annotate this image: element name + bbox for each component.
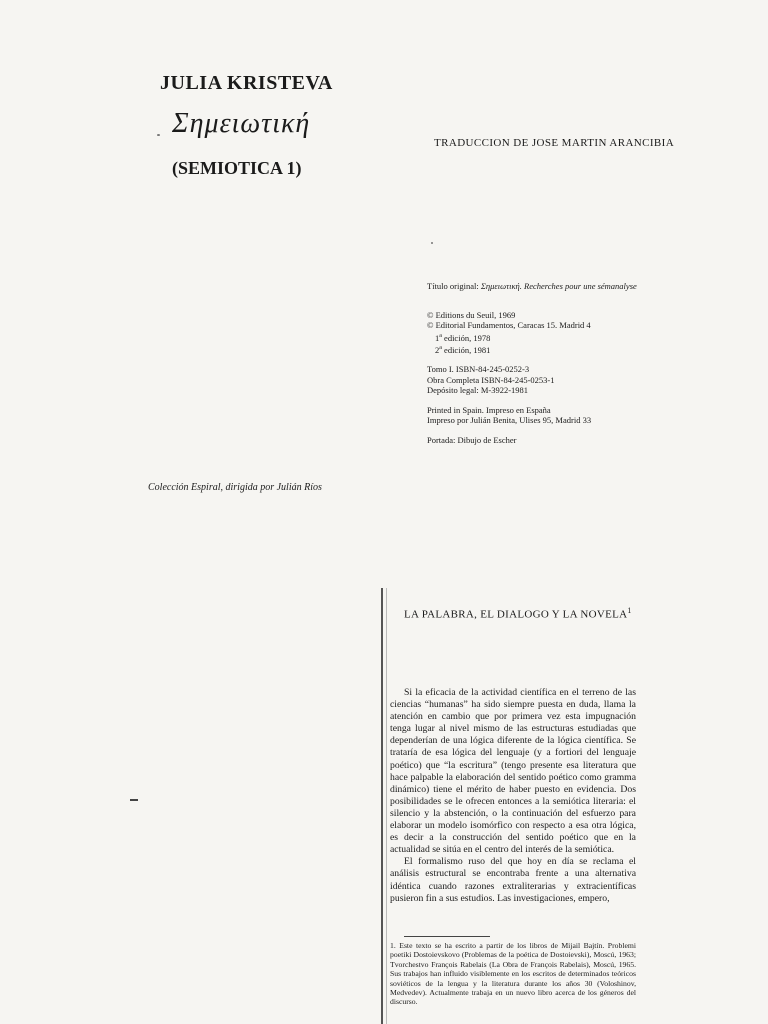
isbn-obra: Obra Completa ISBN-84-245-0253-1 (427, 374, 555, 385)
paragraph: El formalismo ruso del que hoy en día se reclama el análisis estructural se encontraba frente a una alternativa idéntica cuando razones extraliterarias y extracientíficas pusieron fin a sus estudios. Las investigaciones, empero, (390, 856, 636, 904)
printer: Impreso por Julián Benita, Ulises 95, Madrid 33 (427, 415, 592, 426)
book-subtitle: (SEMIOTICA 1) (172, 158, 302, 178)
speck (157, 134, 160, 136)
paragraph: Si la eficacia de la actividad científica en el terreno de las ciencias “humanas” ha sido siempre puesta en duda, llama la atención en cambio que por primera vez esta impugnación tenga lugar al nivel mismo de las estructuras estudiadas que dependerían de una lógica diferente de la lógica científica. Se trataría de esa lógica del lenguaje (y a fortiori del lenguaje poético) que “la escritura” (tengo presente esa literatura que hace palpable la elaboración del sentido poético como gramma dinámico) tiene el mérito de haber puesto en evidencia. Dos posibilidades se le ofrecen entonces a la semiótica literaria: el silencio y la abstención, o la continuación del esfuerzo para elaborar un modelo isomórfico con respecto a esa otra lógica, es decir a la construcción del sentido poético que en la actualidad se sitúa en el centro del interés de la semiótica. (390, 687, 636, 856)
speck (431, 242, 433, 244)
author-name: JULIA KRISTEVA (160, 72, 333, 94)
chapter-body (390, 687, 636, 905)
original-title: Σημειωτική. Recherches pour une sémanalyse (480, 281, 637, 291)
copyright-block (427, 310, 727, 356)
isbn-block (427, 364, 727, 396)
original-title-label: Título original: (427, 281, 481, 291)
page-gutter-shadow (386, 588, 387, 1024)
bibliographic-credits (427, 281, 727, 454)
copyright-fundamentos: © Editorial Fundamentos, Caracas 15. Madrid 4 (427, 320, 591, 330)
footnote: 1. Este texto se ha escrito a partir de los libros de Mijail Bajtín. Problemi poetiki Dostoievskovo (Problemas de la poética de Dostoievski), Moscú, 1963; Tvorchestvo François Rabelais (La Obra de François Rabelais), Moscú, 1965. Sus trabajos han influido visiblemente en los escritos de determinados teóricos soviéticos de la lengua y la literatura durante los años 30 (Voloshinov, Medvedev). Actualmente trabaja en un nuevo libro acerca de los géneros del discurso. (390, 941, 636, 1007)
translation-credit: TRADUCCION DE JOSE MARTIN ARANCIBIA (434, 137, 675, 149)
copyright-seuil: © Editions du Seuil, 1969 (427, 309, 516, 320)
page-gutter-line (381, 588, 383, 1024)
first-edition: 1$^a$ edición, 1978 (435, 332, 491, 343)
chapter-title: LA PALABRA, EL DIALOGO Y LA NOVELA$^1$ (404, 606, 632, 621)
footnote-ref: 1 (627, 606, 632, 615)
second-edition: 2$^a$ edición, 1981 (435, 344, 491, 355)
cover-credit: Portada: Dibujo de Escher (427, 434, 517, 445)
collection-credit: Colección Espiral, dirigida por Julián Ríos (148, 482, 322, 493)
printer-block (427, 405, 727, 426)
greek-title: Σημειωτική (172, 108, 311, 139)
original-title-line (427, 281, 727, 292)
speck (130, 799, 138, 801)
isbn-tomo: Tomo I. ISBN-84-245-0252-3 (427, 364, 530, 375)
printed-in: Printed in Spain. Impreso en España (427, 404, 551, 415)
legal-deposit: Depósito legal: M-3922-1981 (427, 385, 529, 396)
footnote-rule (404, 936, 490, 937)
